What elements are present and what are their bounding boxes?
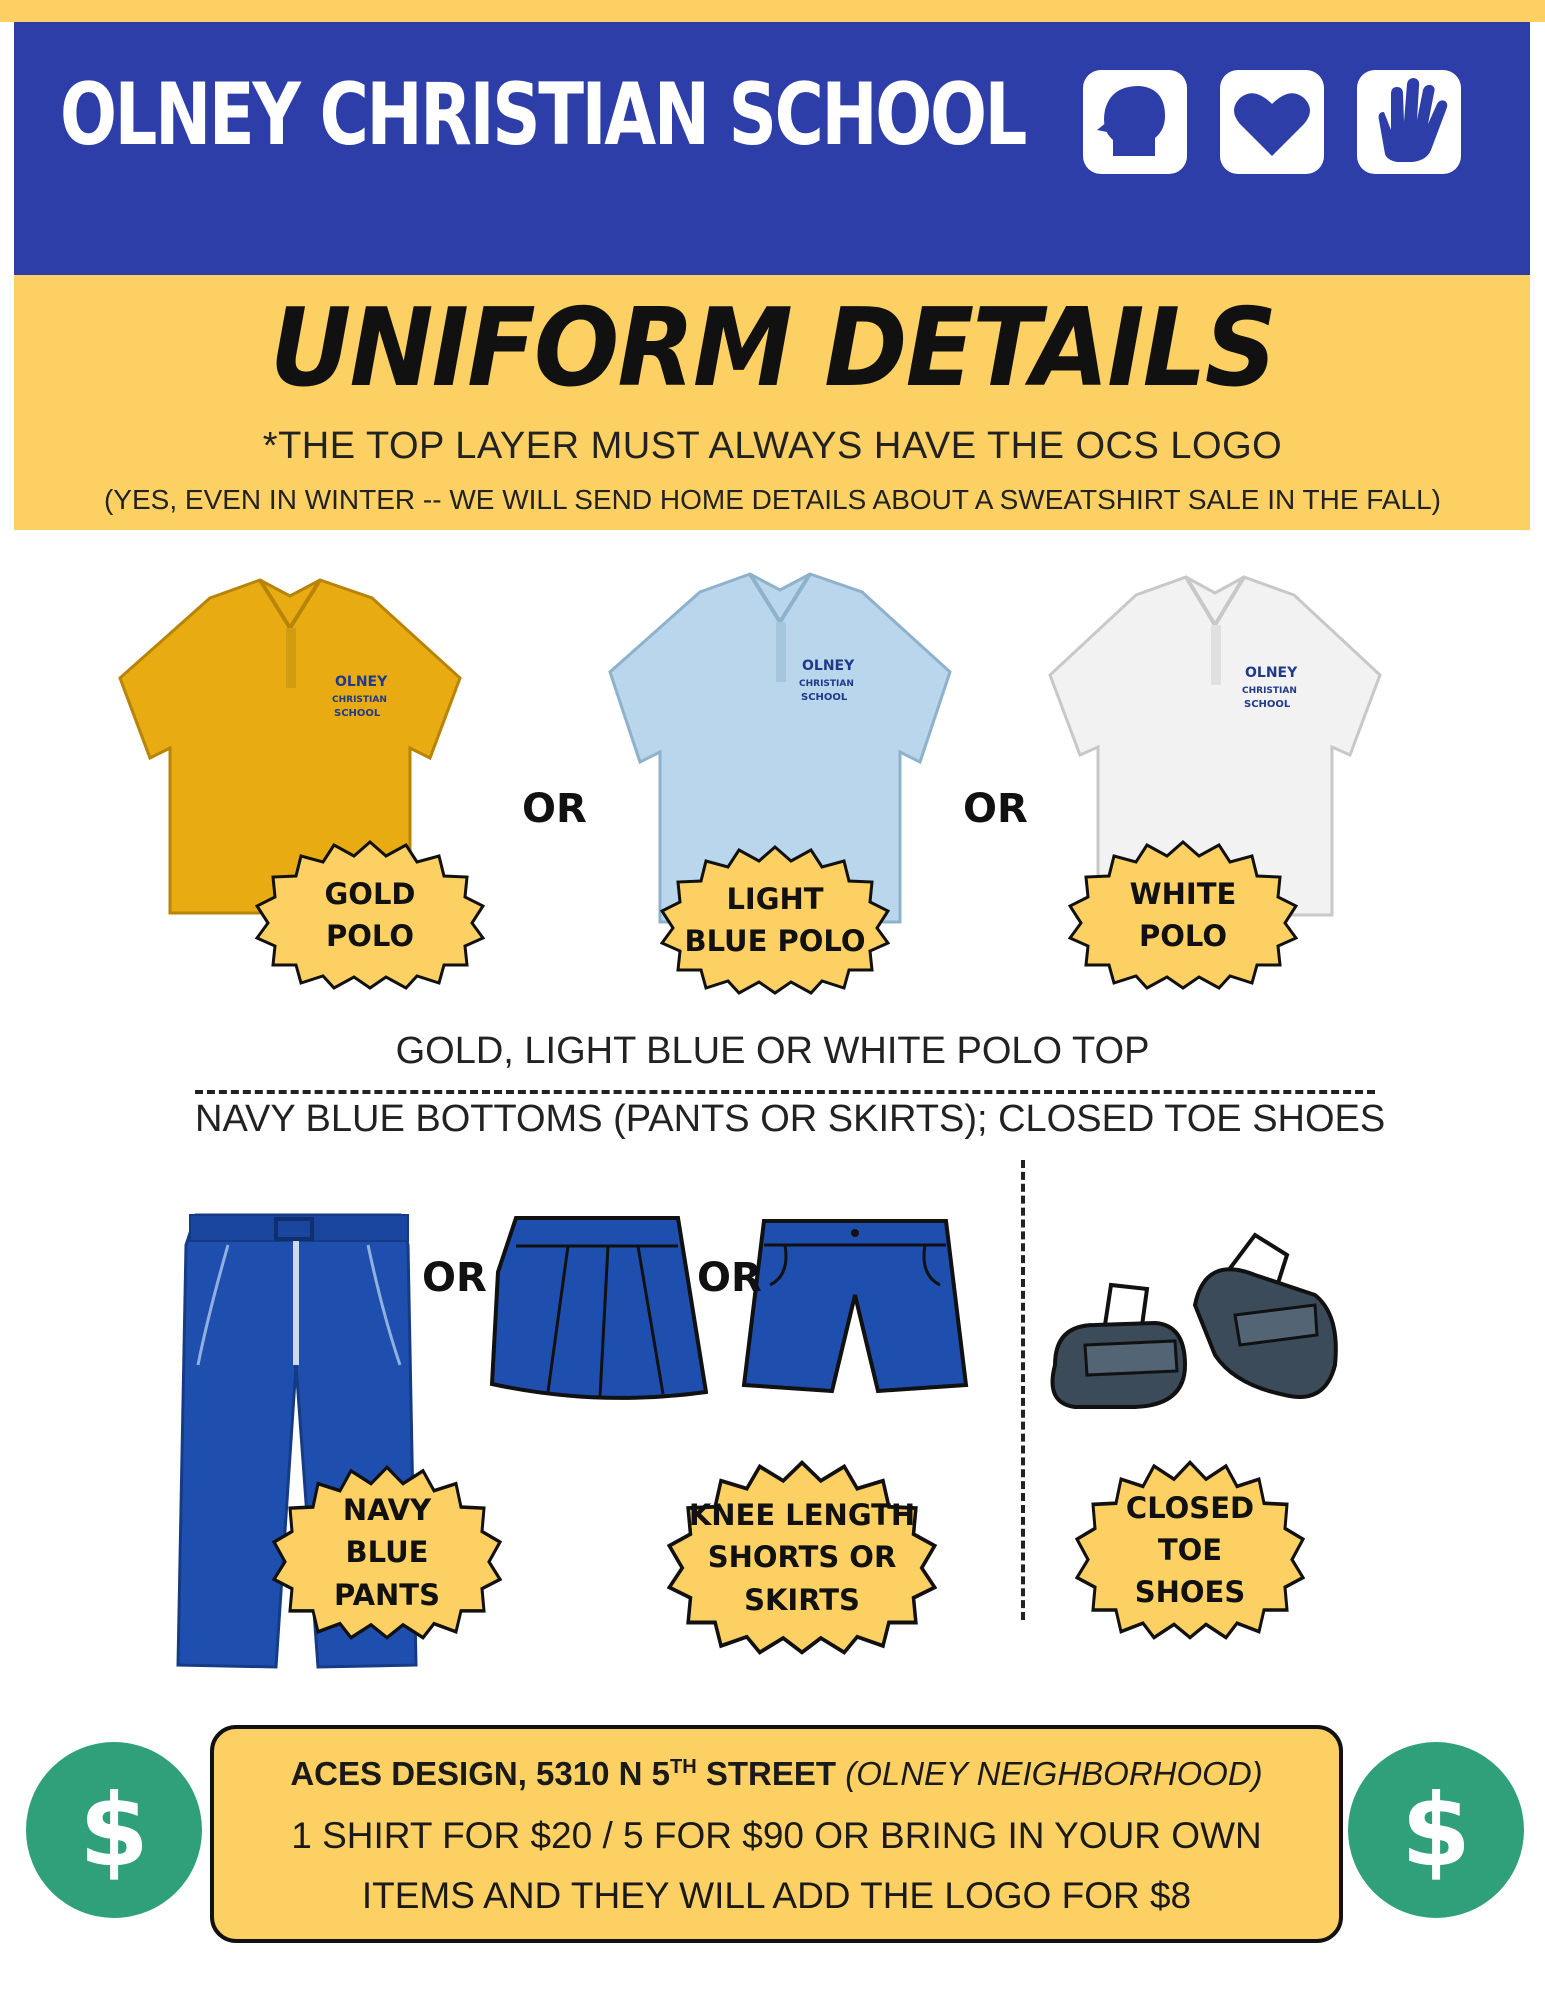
shop-logo-line: ITEMS AND THEY WILL ADD THE LOGO FOR $8 [361,1875,1192,1916]
or-label: OR [422,1255,487,1301]
navy-pants-badge [272,1465,502,1640]
shirt-logo-text: CHRISTIAN [799,679,854,689]
shirt-logo-text: OLNEY [1245,665,1298,681]
badge-text: POLO [325,919,414,953]
badge-text: SKIRTS [744,1582,860,1617]
heart-icon [1220,70,1324,174]
section-divider [195,1090,1375,1094]
logo-rule: *THE TOP LAYER MUST ALWAYS HAVE THE OCS LOGO [262,425,1283,467]
tops-summary: GOLD, LIGHT BLUE OR WHITE POLO TOP [395,1030,1150,1072]
shop-name: ACES DESIGN, 5310 N 5 [290,1755,670,1792]
badge-text: PANTS [334,1577,440,1612]
gold-polo-badge [255,840,485,990]
top-yellow-strip [0,0,1545,22]
shop-address-line [214,1755,1339,1793]
or-label: OR [697,1255,762,1301]
badge-text: LIGHT [726,881,824,916]
badge-text: BLUE POLO [684,924,866,958]
shop-name-rest: STREET [696,1755,837,1792]
shop-price-line: 1 SHIRT FOR $20 / 5 FOR $90 OR BRING IN YOUR OWN [291,1815,1262,1856]
person-profile-icon [1083,70,1187,174]
school-name: OLNEY CHRISTIAN SCHOOL [60,65,1026,165]
page-title: UNIFORM DETAILS [269,286,1276,411]
navy-skirt-image [488,1212,708,1402]
dollar-icon: $ [26,1742,202,1918]
shirt-logo-text: SCHOOL [334,708,381,719]
shirt-logo-text: CHRISTIAN [332,695,387,705]
or-label: OR [522,786,587,832]
shirt-logo-text: CHRISTIAN [1242,686,1297,696]
badge-text: NAVY [342,1493,432,1528]
badge-text: GOLD [324,876,416,911]
winter-note: (YES, EVEN IN WINTER -- WE WILL SEND HOME DETAILS ABOUT A SWEATSHIRT SALE IN THE FALL) [103,484,1441,515]
shirt-logo-text: SCHOOL [801,692,848,703]
closed-toe-shoes-badge [1075,1460,1305,1640]
badge-text: KNEE LENGTH [688,1498,916,1533]
badge-text: SHOES [1134,1575,1246,1610]
closed-toe-shoes-image [1035,1215,1345,1425]
badge-text: SHORTS OR [707,1540,897,1575]
shirt-logo-text: SCHOOL [1244,699,1291,710]
badge-text: BLUE [345,1535,429,1570]
dollar-icon: $ [1348,1742,1524,1918]
shop-neighborhood: (OLNEY NEIGHBORHOOD) [845,1755,1263,1792]
badge-text: TOE [1157,1532,1223,1567]
shop-name-suffix: TH [670,1756,697,1778]
badge-text: CLOSED [1125,1490,1255,1525]
light-blue-polo-badge [660,845,890,995]
shirt-logo-text: OLNEY [335,674,388,690]
shop-info-box [210,1725,1343,1943]
vertical-divider [1021,1160,1025,1620]
raised-hand-icon [1357,70,1461,174]
white-polo-badge [1068,840,1298,990]
badge-text: POLO [1138,919,1227,953]
badge-text: WHITE [1129,876,1237,911]
shirt-logo-text: OLNEY [802,658,855,674]
knee-length-badge [667,1460,937,1655]
or-label: OR [963,786,1028,832]
bottoms-summary: NAVY BLUE BOTTOMS (PANTS OR SKIRTS); CLOSED TOE SHOES [195,1098,1386,1140]
navy-shorts-image [740,1215,970,1395]
